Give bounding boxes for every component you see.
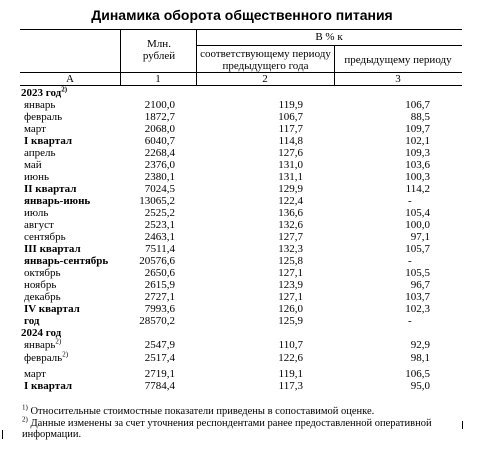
cell-v3: 105,7 (405, 243, 430, 255)
row-footnote-mark: 2) (55, 337, 62, 346)
cell-v2: 106,7 (278, 111, 303, 123)
row-label: год (24, 315, 40, 327)
table-row (0, 352, 484, 364)
margin-marker-left (2, 430, 3, 439)
header-col3: предыдущему периоду (344, 54, 452, 66)
page-title: Динамика оборота общественного питания (91, 7, 393, 23)
row-label: февраль (24, 111, 63, 123)
row-label: март (24, 368, 46, 380)
cell-v2: 127,1 (278, 291, 303, 303)
cell-v1: 2547,9 (144, 339, 175, 351)
cell-v2: 123,9 (278, 279, 303, 291)
cell-v3: 95,0 (410, 380, 430, 392)
cell-v3: 106,7 (405, 99, 430, 111)
cell-v3: 114,2 (405, 183, 430, 195)
footnotes (22, 403, 462, 441)
row-label: 2023 год$^{2)}$ (21, 85, 68, 99)
table-row (0, 183, 484, 195)
table-row (0, 267, 484, 279)
row-footnote-mark: 2) (62, 350, 69, 359)
cell-v2: 117,3 (278, 380, 303, 392)
cell-v3: 98,1 (410, 352, 430, 364)
cell-v2: 129,9 (278, 183, 303, 195)
cell-v1: 6040,7 (144, 135, 175, 147)
cell-v3: 88,5 (410, 111, 430, 123)
cell-v2: 126,0 (278, 303, 303, 315)
cell-v2: 132,6 (278, 219, 303, 231)
cell-v1: 2523,1 (144, 219, 175, 231)
cell-v1: 2650,6 (144, 267, 175, 279)
row-label: сентябрь (24, 231, 66, 243)
cell-v2: 131,0 (278, 159, 303, 171)
table-row (0, 207, 484, 219)
cell-v2: 125,9 (278, 315, 303, 327)
table-row (0, 315, 484, 327)
index-3: 3 (395, 73, 401, 85)
index-1: 1 (155, 73, 161, 85)
row-footnote-mark: 2) (61, 85, 68, 94)
cell-v2: 122,6 (278, 352, 303, 364)
table-row (0, 219, 484, 231)
cell-v2: 125,8 (278, 255, 303, 267)
cell-v2: 131,1 (278, 171, 303, 183)
table-row (0, 147, 484, 159)
cell-v3: 102,1 (405, 135, 430, 147)
table-row (0, 195, 484, 207)
cell-v2: 119,9 (278, 99, 303, 111)
table-row (0, 111, 484, 123)
cell-v1: 2463,1 (144, 231, 175, 243)
table-row (0, 380, 484, 392)
table-row (0, 303, 484, 315)
row-label: март (24, 123, 46, 135)
cell-v3: 103,7 (405, 291, 430, 303)
row-label: III квартал (24, 243, 81, 255)
table-row (0, 159, 484, 171)
cell-v2: 136,6 (278, 207, 303, 219)
header-col2: соответствующему периоду предыдущего года (200, 48, 331, 72)
cell-v2: 114,8 (278, 135, 303, 147)
table-row (0, 171, 484, 183)
row-label: октябрь (24, 267, 61, 279)
row-label: февраль$^{2)}$ (24, 350, 69, 364)
row-label: апрель (24, 147, 56, 159)
table-row (0, 231, 484, 243)
cell-v1: 20576,6 (139, 255, 175, 267)
cell-v1: 7511,4 (145, 243, 175, 255)
cell-v3: 105,4 (405, 207, 430, 219)
index-row-border (20, 85, 462, 86)
cell-v3: 109,3 (405, 147, 430, 159)
margin-marker (462, 421, 463, 429)
row-label: июнь (24, 171, 50, 183)
cell-v2: 117,7 (278, 123, 303, 135)
header-col1: Млн. рублей (142, 38, 176, 62)
cell-v3: 100,3 (405, 171, 430, 183)
cell-v3: - (408, 195, 412, 207)
cell-v3: 106,5 (405, 368, 430, 380)
row-label: I квартал (24, 380, 73, 392)
cell-v2: 132,3 (278, 243, 303, 255)
cell-v2: 127,1 (278, 267, 303, 279)
index-a: А (66, 73, 74, 85)
footnote-1: $^{1)}$ Относительные стоимостные показатели приведены в сопоставимой оценке. (22, 403, 375, 417)
cell-v3: 105,5 (405, 267, 430, 279)
cell-v1: 2268,4 (144, 147, 175, 159)
row-label: II квартал (24, 183, 77, 195)
cell-v3: 97,1 (410, 231, 430, 243)
cell-v1: 2376,0 (144, 159, 175, 171)
cell-v3: 100,0 (405, 219, 430, 231)
cell-v1: 2615,9 (144, 279, 175, 291)
cell-v1: 2100,0 (144, 99, 175, 111)
cell-v2: 119,1 (278, 368, 303, 380)
table-row (0, 255, 484, 267)
table-row (0, 135, 484, 147)
header-mid-border (196, 45, 462, 46)
row-label: август (24, 219, 54, 231)
cell-v2: 127,7 (278, 231, 303, 243)
table-row (0, 339, 484, 351)
footnote-2: $^{2)}$ Данные изменены за счет уточнения респондентами ранее предоставленной оперативной информации. (22, 415, 432, 440)
table-row (0, 368, 484, 380)
cell-v1: 2068,0 (144, 123, 175, 135)
cell-v1: 2719,1 (144, 368, 175, 380)
cell-v3: - (408, 255, 412, 267)
cell-v1: 28570,2 (139, 315, 175, 327)
cell-v1: 2380,1 (144, 171, 175, 183)
table-row (0, 279, 484, 291)
table-row (0, 291, 484, 303)
cell-v3: 109,7 (405, 123, 430, 135)
cell-v2: 127,6 (278, 147, 303, 159)
cell-v2: 110,7 (278, 339, 303, 351)
cell-v1: 1872,7 (144, 111, 175, 123)
row-label: январь (24, 99, 56, 111)
header-percent-group: В % к (315, 31, 343, 43)
cell-v3: 102,3 (405, 303, 430, 315)
section-row (0, 327, 484, 339)
cell-v1: 2525,2 (144, 207, 175, 219)
cell-v3: 96,7 (410, 279, 430, 291)
row-label: январь-сентябрь (24, 255, 109, 267)
cell-v3: 92,9 (410, 339, 430, 351)
table-top-border (20, 29, 462, 30)
row-label: декабрь (24, 291, 61, 303)
table-row (0, 99, 484, 111)
index-2: 2 (262, 73, 268, 85)
cell-v1: 7993,6 (144, 303, 175, 315)
cell-v1: 2727,1 (144, 291, 175, 303)
cell-v1: 13065,2 (139, 195, 175, 207)
cell-v2: 122,4 (278, 195, 303, 207)
row-label: январь$^{2)}$ (24, 337, 62, 351)
cell-v3: - (408, 315, 412, 327)
row-label: ноябрь (24, 279, 57, 291)
row-label: май (24, 159, 42, 171)
row-label: июль (24, 207, 49, 219)
cell-v3: 103,6 (405, 159, 430, 171)
section-row (0, 87, 484, 99)
row-label: IV квартал (24, 303, 80, 315)
table-row (0, 243, 484, 255)
table-row (0, 123, 484, 135)
row-label: январь-июнь (24, 195, 91, 207)
cell-v1: 2517,4 (144, 352, 175, 364)
row-label: 2024 год (21, 327, 62, 339)
cell-v1: 7784,4 (144, 380, 175, 392)
row-label: I квартал (24, 135, 73, 147)
cell-v1: 7024,5 (144, 183, 175, 195)
